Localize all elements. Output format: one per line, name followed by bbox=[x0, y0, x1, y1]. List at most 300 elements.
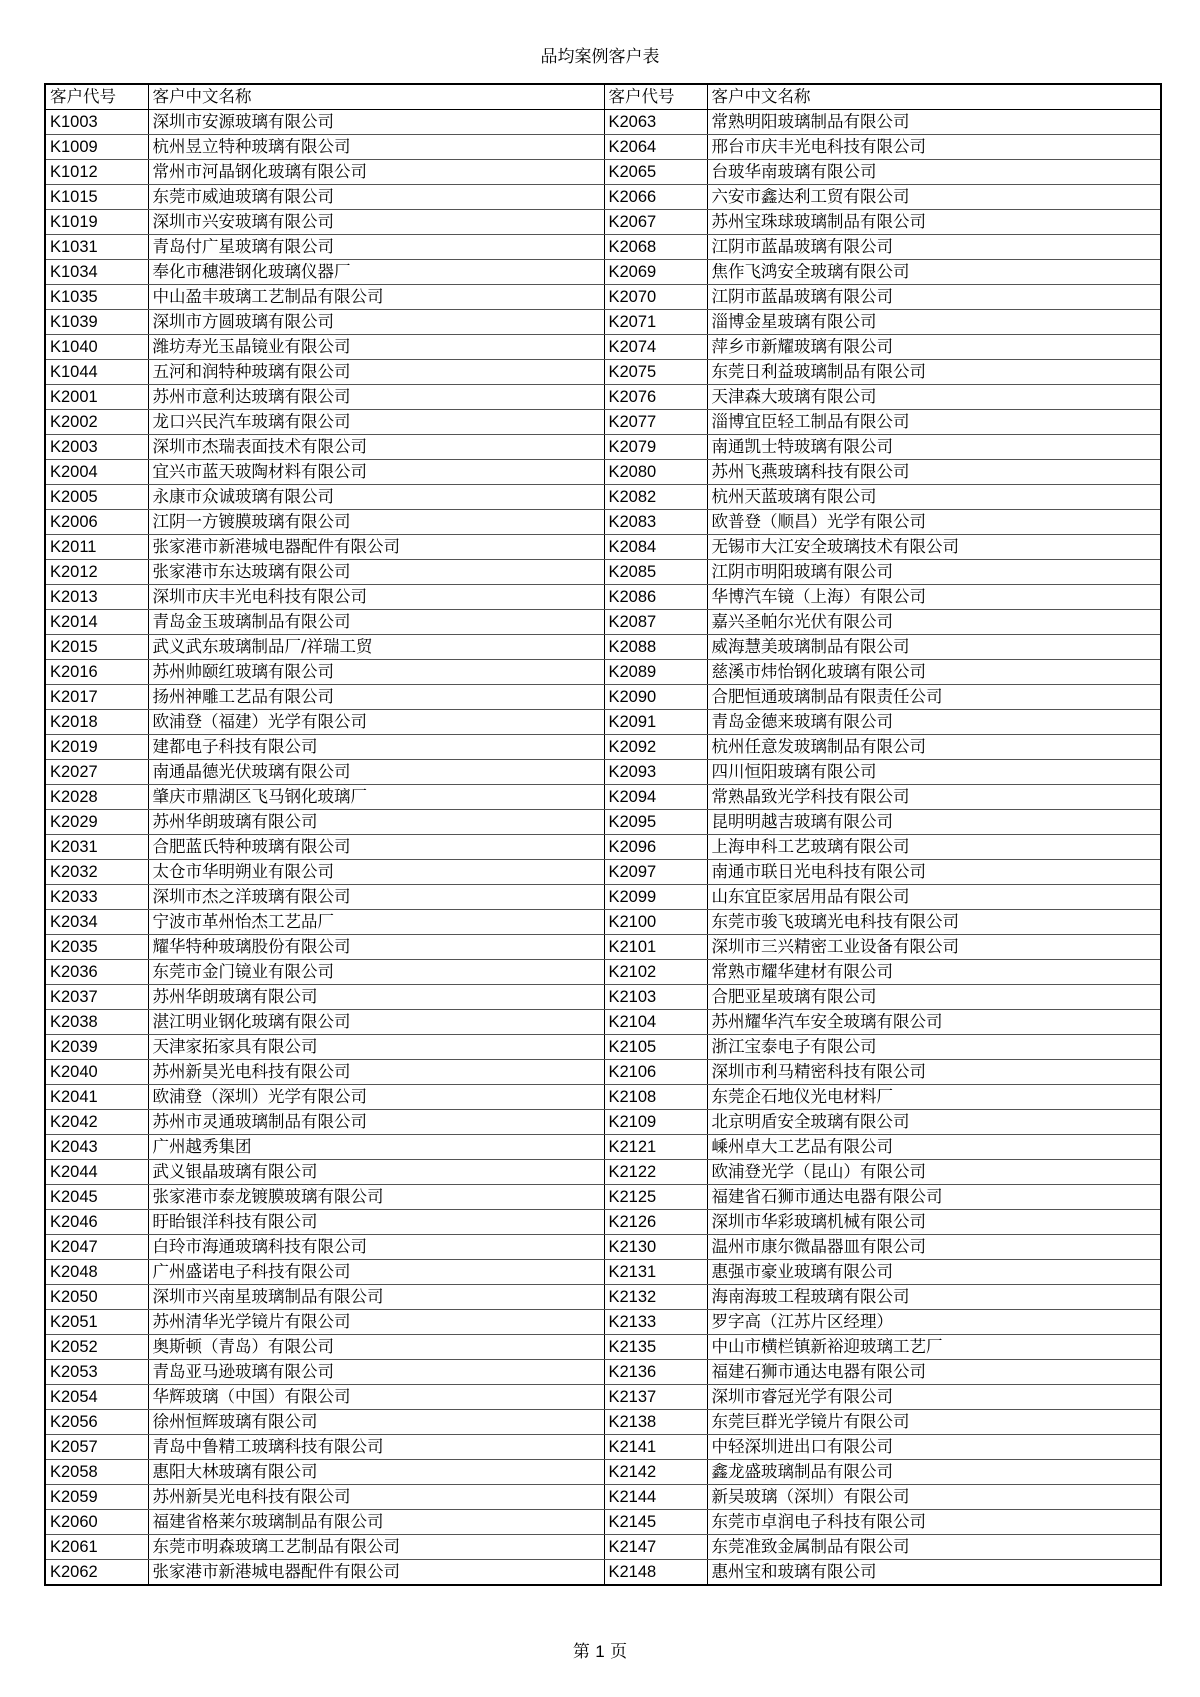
table-row bbox=[45, 1110, 1161, 1135]
left-name-cell: 奥斯顿（青岛）有限公司 bbox=[148, 1335, 604, 1360]
left-name-cell: 张家港市新港城电器配件有限公司 bbox=[148, 535, 604, 560]
left-name-cell: 华辉玻璃（中国）有限公司 bbox=[148, 1385, 604, 1410]
left-name-cell: 张家港市泰龙镀膜玻璃有限公司 bbox=[148, 1185, 604, 1210]
table-row bbox=[45, 985, 1161, 1010]
left-code-cell: K2002 bbox=[45, 410, 148, 435]
left-code-cell: K2004 bbox=[45, 460, 148, 485]
table-row bbox=[45, 1485, 1161, 1510]
left-name-cell: 潍坊寿光玉晶镜业有限公司 bbox=[148, 335, 604, 360]
table-row bbox=[45, 1285, 1161, 1310]
left-name-cell: 苏州华朗玻璃有限公司 bbox=[148, 810, 604, 835]
right-code-cell: K2079 bbox=[604, 435, 707, 460]
right-code-cell: K2094 bbox=[604, 785, 707, 810]
table-row bbox=[45, 835, 1161, 860]
right-code-cell: K2064 bbox=[604, 135, 707, 160]
right-name-cell: 东莞市卓润电子科技有限公司 bbox=[707, 1510, 1161, 1535]
left-code-cell: K2017 bbox=[45, 685, 148, 710]
right-code-cell: K2102 bbox=[604, 960, 707, 985]
left-code-cell: K2044 bbox=[45, 1160, 148, 1185]
right-code-cell: K2099 bbox=[604, 885, 707, 910]
header-name-left: 客户中文名称 bbox=[148, 84, 604, 110]
table-row bbox=[45, 885, 1161, 910]
left-name-cell: 广州越秀集团 bbox=[148, 1135, 604, 1160]
page-suffix: 页 bbox=[610, 1642, 628, 1662]
right-code-cell: K2088 bbox=[604, 635, 707, 660]
right-name-cell: 南通市联日光电科技有限公司 bbox=[707, 860, 1161, 885]
right-code-cell: K2083 bbox=[604, 510, 707, 535]
left-name-cell: 白玲市海通玻璃科技有限公司 bbox=[148, 1235, 604, 1260]
left-name-cell: 苏州华朗玻璃有限公司 bbox=[148, 985, 604, 1010]
table-row bbox=[45, 1085, 1161, 1110]
right-code-cell: K2093 bbox=[604, 760, 707, 785]
left-name-cell: 深圳市安源玻璃有限公司 bbox=[148, 110, 604, 135]
left-code-cell: K2051 bbox=[45, 1310, 148, 1335]
left-name-cell: 青岛中鲁精工玻璃科技有限公司 bbox=[148, 1435, 604, 1460]
left-code-cell: K2048 bbox=[45, 1260, 148, 1285]
right-name-cell: 焦作飞鸿安全玻璃有限公司 bbox=[707, 260, 1161, 285]
table-row bbox=[45, 210, 1161, 235]
left-code-cell: K2018 bbox=[45, 710, 148, 735]
left-name-cell: 天津家拓家具有限公司 bbox=[148, 1035, 604, 1060]
left-code-cell: K2033 bbox=[45, 885, 148, 910]
right-code-cell: K2084 bbox=[604, 535, 707, 560]
left-name-cell: 常州市河晶钢化玻璃有限公司 bbox=[148, 160, 604, 185]
table-row bbox=[45, 960, 1161, 985]
right-code-cell: K2075 bbox=[604, 360, 707, 385]
right-name-cell: 东莞准致金属制品有限公司 bbox=[707, 1535, 1161, 1560]
left-code-cell: K2062 bbox=[45, 1560, 148, 1586]
table-row bbox=[45, 660, 1161, 685]
left-code-cell: K2060 bbox=[45, 1510, 148, 1535]
right-code-cell: K2096 bbox=[604, 835, 707, 860]
right-code-cell: K2089 bbox=[604, 660, 707, 685]
right-name-cell: 六安市鑫达利工贸有限公司 bbox=[707, 185, 1161, 210]
left-code-cell: K2011 bbox=[45, 535, 148, 560]
right-name-cell: 苏州耀华汽车安全玻璃有限公司 bbox=[707, 1010, 1161, 1035]
left-code-cell: K2043 bbox=[45, 1135, 148, 1160]
left-code-cell: K1019 bbox=[45, 210, 148, 235]
left-code-cell: K2012 bbox=[45, 560, 148, 585]
left-name-cell: 肇庆市鼎湖区飞马钢化玻璃厂 bbox=[148, 785, 604, 810]
left-code-cell: K1044 bbox=[45, 360, 148, 385]
left-code-cell: K2046 bbox=[45, 1210, 148, 1235]
right-name-cell: 东莞日利益玻璃制品有限公司 bbox=[707, 360, 1161, 385]
table-row bbox=[45, 635, 1161, 660]
left-code-cell: K2050 bbox=[45, 1285, 148, 1310]
left-code-cell: K2059 bbox=[45, 1485, 148, 1510]
page-footer bbox=[0, 1641, 1200, 1663]
left-name-cell: 张家港市东达玻璃有限公司 bbox=[148, 560, 604, 585]
left-name-cell: 徐州恒辉玻璃有限公司 bbox=[148, 1410, 604, 1435]
table-body bbox=[45, 84, 1161, 1585]
table-row bbox=[45, 260, 1161, 285]
table-row bbox=[45, 1235, 1161, 1260]
header-name-right: 客户中文名称 bbox=[707, 84, 1161, 110]
right-code-cell: K2105 bbox=[604, 1035, 707, 1060]
right-name-cell: 深圳市华彩玻璃机械有限公司 bbox=[707, 1210, 1161, 1235]
table-row bbox=[45, 810, 1161, 835]
left-code-cell: K2028 bbox=[45, 785, 148, 810]
left-name-cell: 五河和润特种玻璃有限公司 bbox=[148, 360, 604, 385]
right-name-cell: 台玻华南玻璃有限公司 bbox=[707, 160, 1161, 185]
right-name-cell: 南通凯士特玻璃有限公司 bbox=[707, 435, 1161, 460]
left-code-cell: K1034 bbox=[45, 260, 148, 285]
right-code-cell: K2132 bbox=[604, 1285, 707, 1310]
left-code-cell: K2038 bbox=[45, 1010, 148, 1035]
left-name-cell: 东莞市威迪玻璃有限公司 bbox=[148, 185, 604, 210]
right-name-cell: 威海慧美玻璃制品有限公司 bbox=[707, 635, 1161, 660]
right-name-cell: 罗字高（江苏片区经理） bbox=[707, 1310, 1161, 1335]
right-code-cell: K2068 bbox=[604, 235, 707, 260]
left-code-cell: K2015 bbox=[45, 635, 148, 660]
table-row bbox=[45, 135, 1161, 160]
right-code-cell: K2090 bbox=[604, 685, 707, 710]
table-row bbox=[45, 535, 1161, 560]
right-code-cell: K2142 bbox=[604, 1460, 707, 1485]
right-code-cell: K2067 bbox=[604, 210, 707, 235]
table-row bbox=[45, 435, 1161, 460]
right-name-cell: 合肥恒通玻璃制品有限责任公司 bbox=[707, 685, 1161, 710]
left-code-cell: K2014 bbox=[45, 610, 148, 635]
table-row bbox=[45, 735, 1161, 760]
left-code-cell: K2016 bbox=[45, 660, 148, 685]
left-code-cell: K1035 bbox=[45, 285, 148, 310]
right-name-cell: 青岛金德来玻璃有限公司 bbox=[707, 710, 1161, 735]
left-code-cell: K2031 bbox=[45, 835, 148, 860]
left-code-cell: K2029 bbox=[45, 810, 148, 835]
left-code-cell: K2027 bbox=[45, 760, 148, 785]
table-row bbox=[45, 1360, 1161, 1385]
left-name-cell: 苏州新昊光电科技有限公司 bbox=[148, 1485, 604, 1510]
left-name-cell: 奉化市穗港钢化玻璃仪器厂 bbox=[148, 260, 604, 285]
left-name-cell: 东莞市明森玻璃工艺制品有限公司 bbox=[148, 1535, 604, 1560]
left-code-cell: K1003 bbox=[45, 110, 148, 135]
right-name-cell: 海南海玻工程玻璃有限公司 bbox=[707, 1285, 1161, 1310]
right-name-cell: 苏州飞燕玻璃科技有限公司 bbox=[707, 460, 1161, 485]
left-name-cell: 合肥蓝氏特种玻璃有限公司 bbox=[148, 835, 604, 860]
table-row bbox=[45, 610, 1161, 635]
left-name-cell: 深圳市杰瑞表面技术有限公司 bbox=[148, 435, 604, 460]
left-name-cell: 青岛付广星玻璃有限公司 bbox=[148, 235, 604, 260]
left-name-cell: 广州盛诺电子科技有限公司 bbox=[148, 1260, 604, 1285]
table-row bbox=[45, 1385, 1161, 1410]
page-prefix: 第 bbox=[572, 1642, 590, 1662]
table-row bbox=[45, 360, 1161, 385]
left-name-cell: 永康市众诚玻璃有限公司 bbox=[148, 485, 604, 510]
left-code-cell: K2047 bbox=[45, 1235, 148, 1260]
right-code-cell: K2125 bbox=[604, 1185, 707, 1210]
left-code-cell: K2058 bbox=[45, 1460, 148, 1485]
left-name-cell: 宜兴市蓝天玻陶材料有限公司 bbox=[148, 460, 604, 485]
right-code-cell: K2092 bbox=[604, 735, 707, 760]
right-code-cell: K2148 bbox=[604, 1560, 707, 1586]
left-code-cell: K1031 bbox=[45, 235, 148, 260]
right-name-cell: 天津森大玻璃有限公司 bbox=[707, 385, 1161, 410]
left-name-cell: 福建省格莱尔玻璃制品有限公司 bbox=[148, 1510, 604, 1535]
right-code-cell: K2076 bbox=[604, 385, 707, 410]
left-name-cell: 青岛金玉玻璃制品有限公司 bbox=[148, 610, 604, 635]
left-name-cell: 苏州清华光学镜片有限公司 bbox=[148, 1310, 604, 1335]
table-row bbox=[45, 1335, 1161, 1360]
right-name-cell: 上海申科工艺玻璃有限公司 bbox=[707, 835, 1161, 860]
table-row bbox=[45, 1185, 1161, 1210]
right-name-cell: 淄博金星玻璃有限公司 bbox=[707, 310, 1161, 335]
right-code-cell: K2069 bbox=[604, 260, 707, 285]
right-name-cell: 新吴玻璃（深圳）有限公司 bbox=[707, 1485, 1161, 1510]
right-name-cell: 温州市康尔微晶器皿有限公司 bbox=[707, 1235, 1161, 1260]
right-code-cell: K2080 bbox=[604, 460, 707, 485]
left-name-cell: 苏州新昊光电科技有限公司 bbox=[148, 1060, 604, 1085]
left-name-cell: 深圳市兴安玻璃有限公司 bbox=[148, 210, 604, 235]
left-code-cell: K2041 bbox=[45, 1085, 148, 1110]
right-name-cell: 四川恒阳玻璃有限公司 bbox=[707, 760, 1161, 785]
right-name-cell: 无锡市大江安全玻璃技术有限公司 bbox=[707, 535, 1161, 560]
left-name-cell: 欧浦登（深圳）光学有限公司 bbox=[148, 1085, 604, 1110]
left-name-cell: 惠阳大林玻璃有限公司 bbox=[148, 1460, 604, 1485]
right-name-cell: 东莞市骏飞玻璃光电科技有限公司 bbox=[707, 910, 1161, 935]
left-code-cell: K2013 bbox=[45, 585, 148, 610]
left-code-cell: K1009 bbox=[45, 135, 148, 160]
right-code-cell: K2101 bbox=[604, 935, 707, 960]
table-row bbox=[45, 1135, 1161, 1160]
right-name-cell: 深圳市睿冠光学有限公司 bbox=[707, 1385, 1161, 1410]
right-code-cell: K2103 bbox=[604, 985, 707, 1010]
table-row bbox=[45, 860, 1161, 885]
table-row bbox=[45, 460, 1161, 485]
left-name-cell: 杭州昱立特种玻璃有限公司 bbox=[148, 135, 604, 160]
left-name-cell: 中山盈丰玻璃工艺制品有限公司 bbox=[148, 285, 604, 310]
left-code-cell: K2003 bbox=[45, 435, 148, 460]
right-code-cell: K2138 bbox=[604, 1410, 707, 1435]
client-table bbox=[44, 83, 1162, 1586]
left-code-cell: K2035 bbox=[45, 935, 148, 960]
left-name-cell: 深圳市杰之洋玻璃有限公司 bbox=[148, 885, 604, 910]
left-name-cell: 耀华特种玻璃股份有限公司 bbox=[148, 935, 604, 960]
left-name-cell: 欧浦登（福建）光学有限公司 bbox=[148, 710, 604, 735]
left-code-cell: K2052 bbox=[45, 1335, 148, 1360]
right-code-cell: K2085 bbox=[604, 560, 707, 585]
right-code-cell: K2122 bbox=[604, 1160, 707, 1185]
left-name-cell: 张家港市新港城电器配件有限公司 bbox=[148, 1560, 604, 1586]
left-name-cell: 苏州市意利达玻璃有限公司 bbox=[148, 385, 604, 410]
right-code-cell: K2070 bbox=[604, 285, 707, 310]
left-name-cell: 盱眙银洋科技有限公司 bbox=[148, 1210, 604, 1235]
right-code-cell: K2145 bbox=[604, 1510, 707, 1535]
right-code-cell: K2086 bbox=[604, 585, 707, 610]
left-code-cell: K2042 bbox=[45, 1110, 148, 1135]
table-row bbox=[45, 685, 1161, 710]
right-name-cell: 中山市横栏镇新裕迎玻璃工艺厂 bbox=[707, 1335, 1161, 1360]
right-code-cell: K2065 bbox=[604, 160, 707, 185]
right-code-cell: K2144 bbox=[604, 1485, 707, 1510]
table-row bbox=[45, 1010, 1161, 1035]
right-code-cell: K2135 bbox=[604, 1335, 707, 1360]
right-name-cell: 合肥亚星玻璃有限公司 bbox=[707, 985, 1161, 1010]
right-name-cell: 嵊州卓大工艺品有限公司 bbox=[707, 1135, 1161, 1160]
right-name-cell: 常熟市耀华建材有限公司 bbox=[707, 960, 1161, 985]
right-code-cell: K2130 bbox=[604, 1235, 707, 1260]
left-code-cell: K2045 bbox=[45, 1185, 148, 1210]
right-code-cell: K2141 bbox=[604, 1435, 707, 1460]
left-name-cell: 扬州神雕工艺品有限公司 bbox=[148, 685, 604, 710]
right-code-cell: K2071 bbox=[604, 310, 707, 335]
table-row bbox=[45, 1160, 1161, 1185]
left-code-cell: K2054 bbox=[45, 1385, 148, 1410]
right-name-cell: 福建石狮市通达电器有限公司 bbox=[707, 1360, 1161, 1385]
right-name-cell: 江阴市明阳玻璃有限公司 bbox=[707, 560, 1161, 585]
table-row bbox=[45, 760, 1161, 785]
right-name-cell: 欧普登（顺昌）光学有限公司 bbox=[707, 510, 1161, 535]
right-code-cell: K2137 bbox=[604, 1385, 707, 1410]
right-name-cell: 邢台市庆丰光电科技有限公司 bbox=[707, 135, 1161, 160]
table-row bbox=[45, 1035, 1161, 1060]
table-row bbox=[45, 560, 1161, 585]
right-code-cell: K2136 bbox=[604, 1360, 707, 1385]
left-code-cell: K2005 bbox=[45, 485, 148, 510]
right-code-cell: K2108 bbox=[604, 1085, 707, 1110]
table-row bbox=[45, 310, 1161, 335]
right-name-cell: 嘉兴圣帕尔光伏有限公司 bbox=[707, 610, 1161, 635]
right-code-cell: K2131 bbox=[604, 1260, 707, 1285]
left-code-cell: K1012 bbox=[45, 160, 148, 185]
left-code-cell: K2019 bbox=[45, 735, 148, 760]
right-name-cell: 江阴市蓝晶玻璃有限公司 bbox=[707, 235, 1161, 260]
left-name-cell: 南通晶德光伏玻璃有限公司 bbox=[148, 760, 604, 785]
right-code-cell: K2091 bbox=[604, 710, 707, 735]
table-row bbox=[45, 385, 1161, 410]
left-name-cell: 青岛亚马逊玻璃有限公司 bbox=[148, 1360, 604, 1385]
left-code-cell: K2037 bbox=[45, 985, 148, 1010]
table-row bbox=[45, 585, 1161, 610]
left-code-cell: K2040 bbox=[45, 1060, 148, 1085]
left-name-cell: 东莞市金门镜业有限公司 bbox=[148, 960, 604, 985]
right-name-cell: 萍乡市新耀玻璃有限公司 bbox=[707, 335, 1161, 360]
right-name-cell: 深圳市利马精密科技有限公司 bbox=[707, 1060, 1161, 1085]
table-row bbox=[45, 510, 1161, 535]
right-name-cell: 福建省石狮市通达电器有限公司 bbox=[707, 1185, 1161, 1210]
right-name-cell: 山东宜臣家居用品有限公司 bbox=[707, 885, 1161, 910]
left-name-cell: 武义武东玻璃制品厂/祥瑞工贸 bbox=[148, 635, 604, 660]
right-code-cell: K2106 bbox=[604, 1060, 707, 1085]
right-name-cell: 常熟明阳玻璃制品有限公司 bbox=[707, 110, 1161, 135]
right-code-cell: K2133 bbox=[604, 1310, 707, 1335]
table-row bbox=[45, 235, 1161, 260]
right-name-cell: 苏州宝珠球玻璃制品有限公司 bbox=[707, 210, 1161, 235]
left-code-cell: K2053 bbox=[45, 1360, 148, 1385]
left-name-cell: 深圳市方圆玻璃有限公司 bbox=[148, 310, 604, 335]
left-name-cell: 江阴一方镀膜玻璃有限公司 bbox=[148, 510, 604, 535]
right-name-cell: 杭州天蓝玻璃有限公司 bbox=[707, 485, 1161, 510]
left-name-cell: 深圳市庆丰光电科技有限公司 bbox=[148, 585, 604, 610]
left-code-cell: K2039 bbox=[45, 1035, 148, 1060]
table-row bbox=[45, 1510, 1161, 1535]
table-row bbox=[45, 935, 1161, 960]
table-row bbox=[45, 110, 1161, 135]
right-name-cell: 中轻深圳进出口有限公司 bbox=[707, 1435, 1161, 1460]
table-row bbox=[45, 1210, 1161, 1235]
left-code-cell: K1015 bbox=[45, 185, 148, 210]
table-row bbox=[45, 1435, 1161, 1460]
header-code-left: 客户代号 bbox=[45, 84, 148, 110]
right-code-cell: K2066 bbox=[604, 185, 707, 210]
table-row bbox=[45, 1535, 1161, 1560]
right-code-cell: K2063 bbox=[604, 110, 707, 135]
table-row bbox=[45, 185, 1161, 210]
right-name-cell: 北京明盾安全玻璃有限公司 bbox=[707, 1110, 1161, 1135]
left-name-cell: 龙口兴民汽车玻璃有限公司 bbox=[148, 410, 604, 435]
left-code-cell: K2056 bbox=[45, 1410, 148, 1435]
right-code-cell: K2100 bbox=[604, 910, 707, 935]
right-code-cell: K2126 bbox=[604, 1210, 707, 1235]
right-name-cell: 深圳市三兴精密工业设备有限公司 bbox=[707, 935, 1161, 960]
right-code-cell: K2082 bbox=[604, 485, 707, 510]
right-name-cell: 淄博宜臣轻工制品有限公司 bbox=[707, 410, 1161, 435]
left-code-cell: K2034 bbox=[45, 910, 148, 935]
right-name-cell: 鑫龙盛玻璃制品有限公司 bbox=[707, 1460, 1161, 1485]
table-row bbox=[45, 785, 1161, 810]
table-header-row bbox=[45, 84, 1161, 110]
right-code-cell: K2109 bbox=[604, 1110, 707, 1135]
left-code-cell: K2001 bbox=[45, 385, 148, 410]
left-name-cell: 苏州市灵通玻璃制品有限公司 bbox=[148, 1110, 604, 1135]
left-code-cell: K2061 bbox=[45, 1535, 148, 1560]
left-name-cell: 太仓市华明朔业有限公司 bbox=[148, 860, 604, 885]
right-name-cell: 江阴市蓝晶玻璃有限公司 bbox=[707, 285, 1161, 310]
right-code-cell: K2097 bbox=[604, 860, 707, 885]
left-name-cell: 建都电子科技有限公司 bbox=[148, 735, 604, 760]
right-name-cell: 昆明明越吉玻璃有限公司 bbox=[707, 810, 1161, 835]
right-code-cell: K2147 bbox=[604, 1535, 707, 1560]
right-code-cell: K2077 bbox=[604, 410, 707, 435]
right-name-cell: 东莞巨群光学镜片有限公司 bbox=[707, 1410, 1161, 1435]
right-code-cell: K2095 bbox=[604, 810, 707, 835]
table-row bbox=[45, 1410, 1161, 1435]
left-name-cell: 武义银晶玻璃有限公司 bbox=[148, 1160, 604, 1185]
right-name-cell: 惠强市豪业玻璃有限公司 bbox=[707, 1260, 1161, 1285]
table-row bbox=[45, 485, 1161, 510]
table-row bbox=[45, 1260, 1161, 1285]
left-code-cell: K2006 bbox=[45, 510, 148, 535]
header-code-right: 客户代号 bbox=[604, 84, 707, 110]
right-name-cell: 华博汽车镜（上海）有限公司 bbox=[707, 585, 1161, 610]
table-row bbox=[45, 160, 1161, 185]
right-name-cell: 杭州任意发玻璃制品有限公司 bbox=[707, 735, 1161, 760]
right-name-cell: 常熟晶致光学科技有限公司 bbox=[707, 785, 1161, 810]
right-code-cell: K2074 bbox=[604, 335, 707, 360]
right-code-cell: K2087 bbox=[604, 610, 707, 635]
table-row bbox=[45, 335, 1161, 360]
left-name-cell: 宁波市革州怡杰工艺品厂 bbox=[148, 910, 604, 935]
right-name-cell: 东莞企石地仪光电材料厂 bbox=[707, 1085, 1161, 1110]
table-row bbox=[45, 910, 1161, 935]
document-title: 品均案例客户表 bbox=[540, 47, 660, 67]
right-name-cell: 浙江宝泰电子有限公司 bbox=[707, 1035, 1161, 1060]
table-row bbox=[45, 285, 1161, 310]
left-name-cell: 苏州帅颐红玻璃有限公司 bbox=[148, 660, 604, 685]
table-row bbox=[45, 410, 1161, 435]
right-name-cell: 惠州宝和玻璃有限公司 bbox=[707, 1560, 1161, 1586]
right-name-cell: 慈溪市炜怡钢化玻璃有限公司 bbox=[707, 660, 1161, 685]
left-code-cell: K2032 bbox=[45, 860, 148, 885]
table-row bbox=[45, 1560, 1161, 1586]
left-code-cell: K2036 bbox=[45, 960, 148, 985]
right-code-cell: K2104 bbox=[604, 1010, 707, 1035]
left-code-cell: K1039 bbox=[45, 310, 148, 335]
table-row bbox=[45, 1060, 1161, 1085]
table-row bbox=[45, 1310, 1161, 1335]
right-name-cell: 欧浦登光学（昆山）有限公司 bbox=[707, 1160, 1161, 1185]
page-number: 1 bbox=[595, 1642, 605, 1661]
